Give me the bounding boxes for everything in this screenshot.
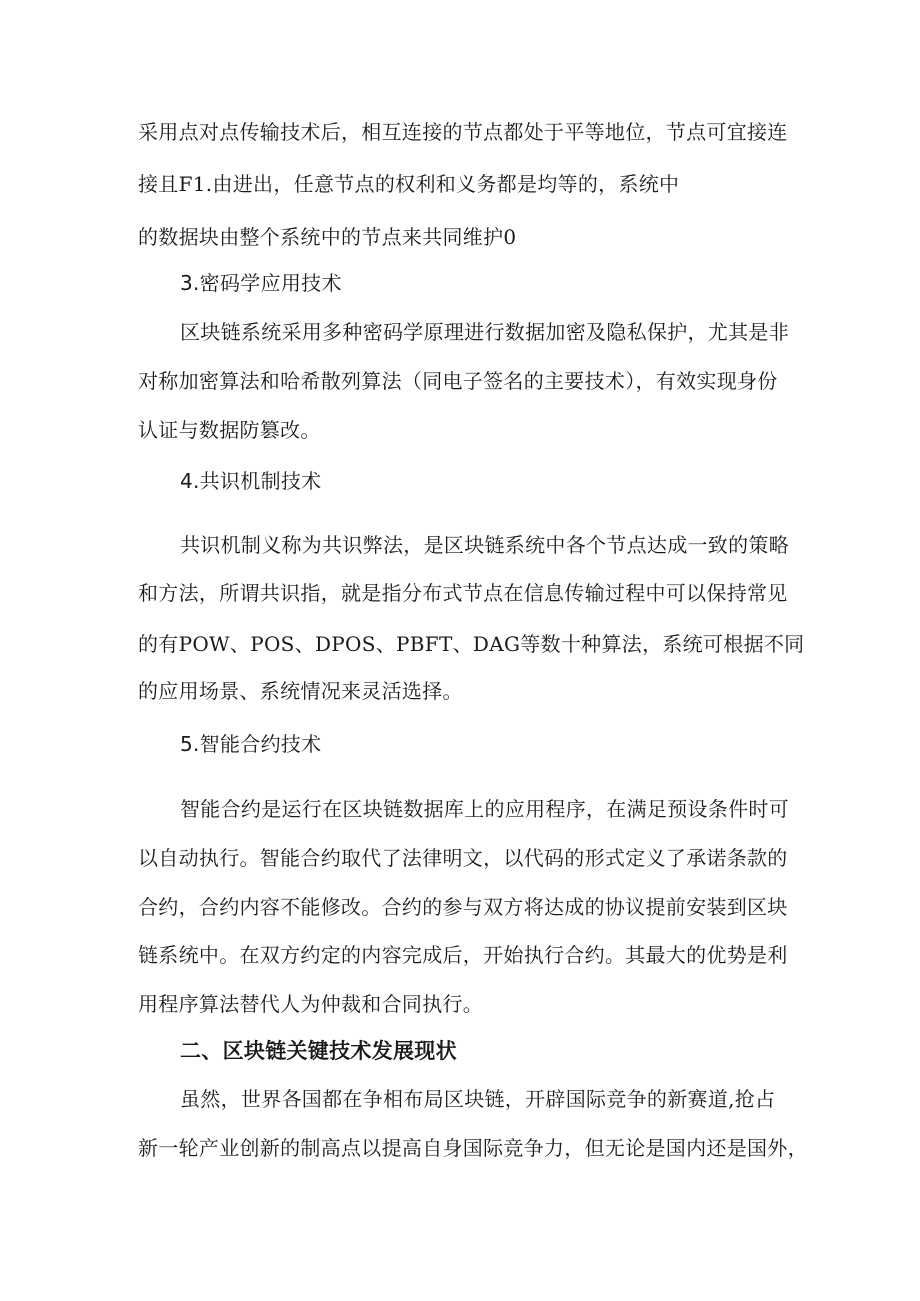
paragraph-line: 区块链系统采用多种密码学原理进行数据加密及隐私保护，尤其是非 <box>180 320 789 344</box>
paragraph-line: 接且F1.由进出，任意节点的权利和义务都是均等的，系统中 <box>138 172 680 196</box>
paragraph-line: 的数据块由整个系统中的节点来共同维护0 <box>138 225 517 249</box>
paragraph-line: 认证与数据防篡改。 <box>138 418 321 442</box>
section-heading: 3.密码学应用技术 <box>180 271 342 295</box>
paragraph-line: 新一轮产业创新的制高点以提高自身国际竞争力，但无论是国内还是国外， <box>138 1136 808 1160</box>
paragraph-line: 用程序算法替代人为仲裁和合同执行。 <box>138 992 484 1016</box>
paragraph-line: 共识机制义称为共识弊法，是区块链系统中各个节点达成一致的策略 <box>180 533 789 557</box>
paragraph-line: 和方法，所谓共识指，就是指分布式节点在信息传输过程中可以保持常见 <box>138 581 788 605</box>
paragraph-line: 对称加密算法和哈希散列算法（同电子签名的主要技术），有效实现身份 <box>138 369 778 393</box>
paragraph-line: 智能合约是运行在区块链数据库上的应用程序，在满足预设条件时可 <box>180 797 789 821</box>
chapter-heading: 二、区块链关键技术发展现状 <box>180 1039 457 1063</box>
paragraph-line: 以自动执行。智能合约取代了法律明文，以代码的形式定义了承诺条款的 <box>138 846 788 870</box>
paragraph-line: 合约，合约内容不能修改。合约的参与双方将达成的协议提前安装到区块 <box>138 895 788 919</box>
paragraph-line: 的应用场景、系统情况来灵活选择。 <box>138 679 463 703</box>
section-heading: 4.共识机制技术 <box>180 469 322 493</box>
paragraph-line: 的有POW、POS、DPOS、PBFT、DAG等数十种算法，系统可根据不同 <box>138 632 805 656</box>
paragraph-line: 链系统中。在双方约定的内容完成后，开始执行合约。其最大的优势是利 <box>138 943 788 967</box>
section-heading: 5.智能合约技术 <box>180 732 322 756</box>
paragraph-line: 虽然，世界各国都在争相布局区块链，开辟国际竞争的新赛道,抢占 <box>180 1087 776 1111</box>
paragraph-line: 采用点对点传输技术后，相互连接的节点都处于平等地位，节点可宜接连 <box>138 120 788 144</box>
